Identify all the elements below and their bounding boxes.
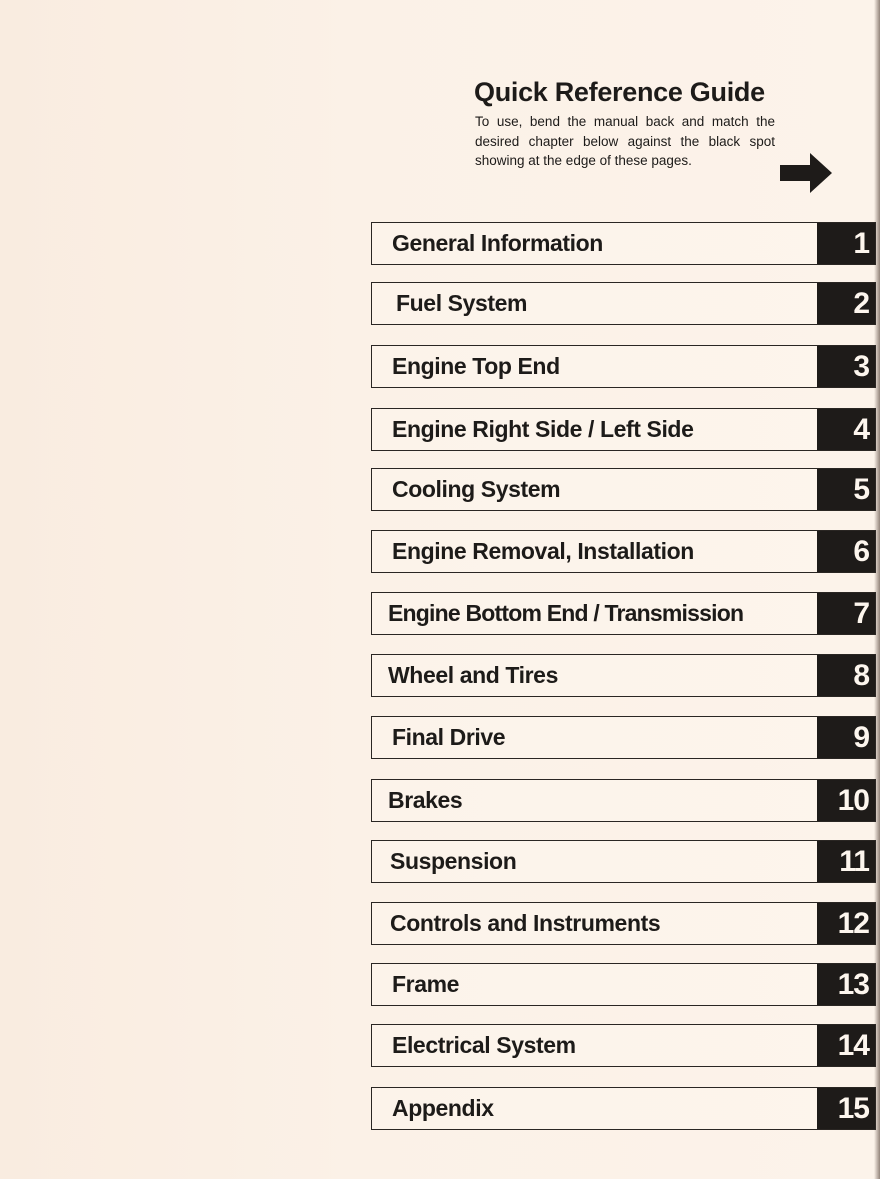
chapter-row-13[interactable] — [371, 963, 876, 1006]
chapter-number-tab: 11 — [817, 841, 875, 882]
chapter-number-tab: 13 — [817, 964, 875, 1005]
page-title: Quick Reference Guide — [474, 77, 765, 107]
guide-header — [474, 74, 804, 110]
guide-instructions: To use, bend the manual back and match the desired chapter below against the black spot showing at the edge of these pages. — [475, 114, 775, 168]
chapter-number-tab: 8 — [817, 655, 875, 696]
chapter-row-2[interactable] — [371, 282, 876, 325]
chapter-number-tab: 14 — [817, 1025, 875, 1066]
chapter-number-tab: 5 — [817, 469, 875, 510]
chapter-row-14[interactable] — [371, 1024, 876, 1067]
chapter-row-10[interactable] — [371, 779, 876, 822]
chapter-label: Engine Removal, Installation — [392, 538, 694, 564]
chapter-row-1[interactable] — [371, 222, 876, 265]
chapter-label: Suspension — [390, 848, 517, 874]
arrow-right-icon — [780, 153, 832, 193]
chapter-label: Final Drive — [392, 724, 506, 750]
chapter-number-tab: 10 — [817, 780, 875, 821]
chapter-label: Engine Right Side / Left Side — [392, 416, 694, 442]
chapter-number-tab: 1 — [817, 223, 875, 264]
chapter-label: Frame — [392, 971, 460, 997]
chapter-label: Engine Bottom End / Transmission — [388, 600, 744, 626]
chapter-number-tab: 12 — [817, 903, 875, 944]
chapter-row-6[interactable] — [371, 530, 876, 573]
chapter-number-tab: 6 — [817, 531, 875, 572]
chapter-row-8[interactable] — [371, 654, 876, 697]
chapter-row-7[interactable] — [371, 592, 876, 635]
chapter-label: Fuel System — [396, 290, 528, 316]
chapter-label: Brakes — [388, 787, 463, 813]
chapter-label: Engine Top End — [392, 353, 560, 379]
chapter-number-tab: 4 — [817, 409, 875, 450]
chapter-row-11[interactable] — [371, 840, 876, 883]
chapter-number-tab: 7 — [817, 593, 875, 634]
chapter-number-tab: 2 — [817, 283, 875, 324]
chapter-label: Electrical System — [392, 1032, 576, 1058]
chapter-row-4[interactable] — [371, 408, 876, 451]
chapter-row-5[interactable] — [371, 468, 876, 511]
chapter-label: Appendix — [392, 1095, 494, 1121]
chapter-number-tab: 9 — [817, 717, 875, 758]
chapter-row-3[interactable] — [371, 345, 876, 388]
chapter-number-tab: 3 — [817, 346, 875, 387]
chapter-number-tab: 15 — [817, 1088, 875, 1129]
chapter-row-15[interactable] — [371, 1087, 876, 1130]
chapter-row-9[interactable] — [371, 716, 876, 759]
chapter-label: Wheel and Tires — [388, 662, 558, 688]
chapter-row-12[interactable] — [371, 902, 876, 945]
chapter-label: Controls and Instruments — [390, 910, 661, 936]
chapter-label: General Information — [392, 230, 603, 256]
chapter-label: Cooling System — [392, 476, 561, 502]
